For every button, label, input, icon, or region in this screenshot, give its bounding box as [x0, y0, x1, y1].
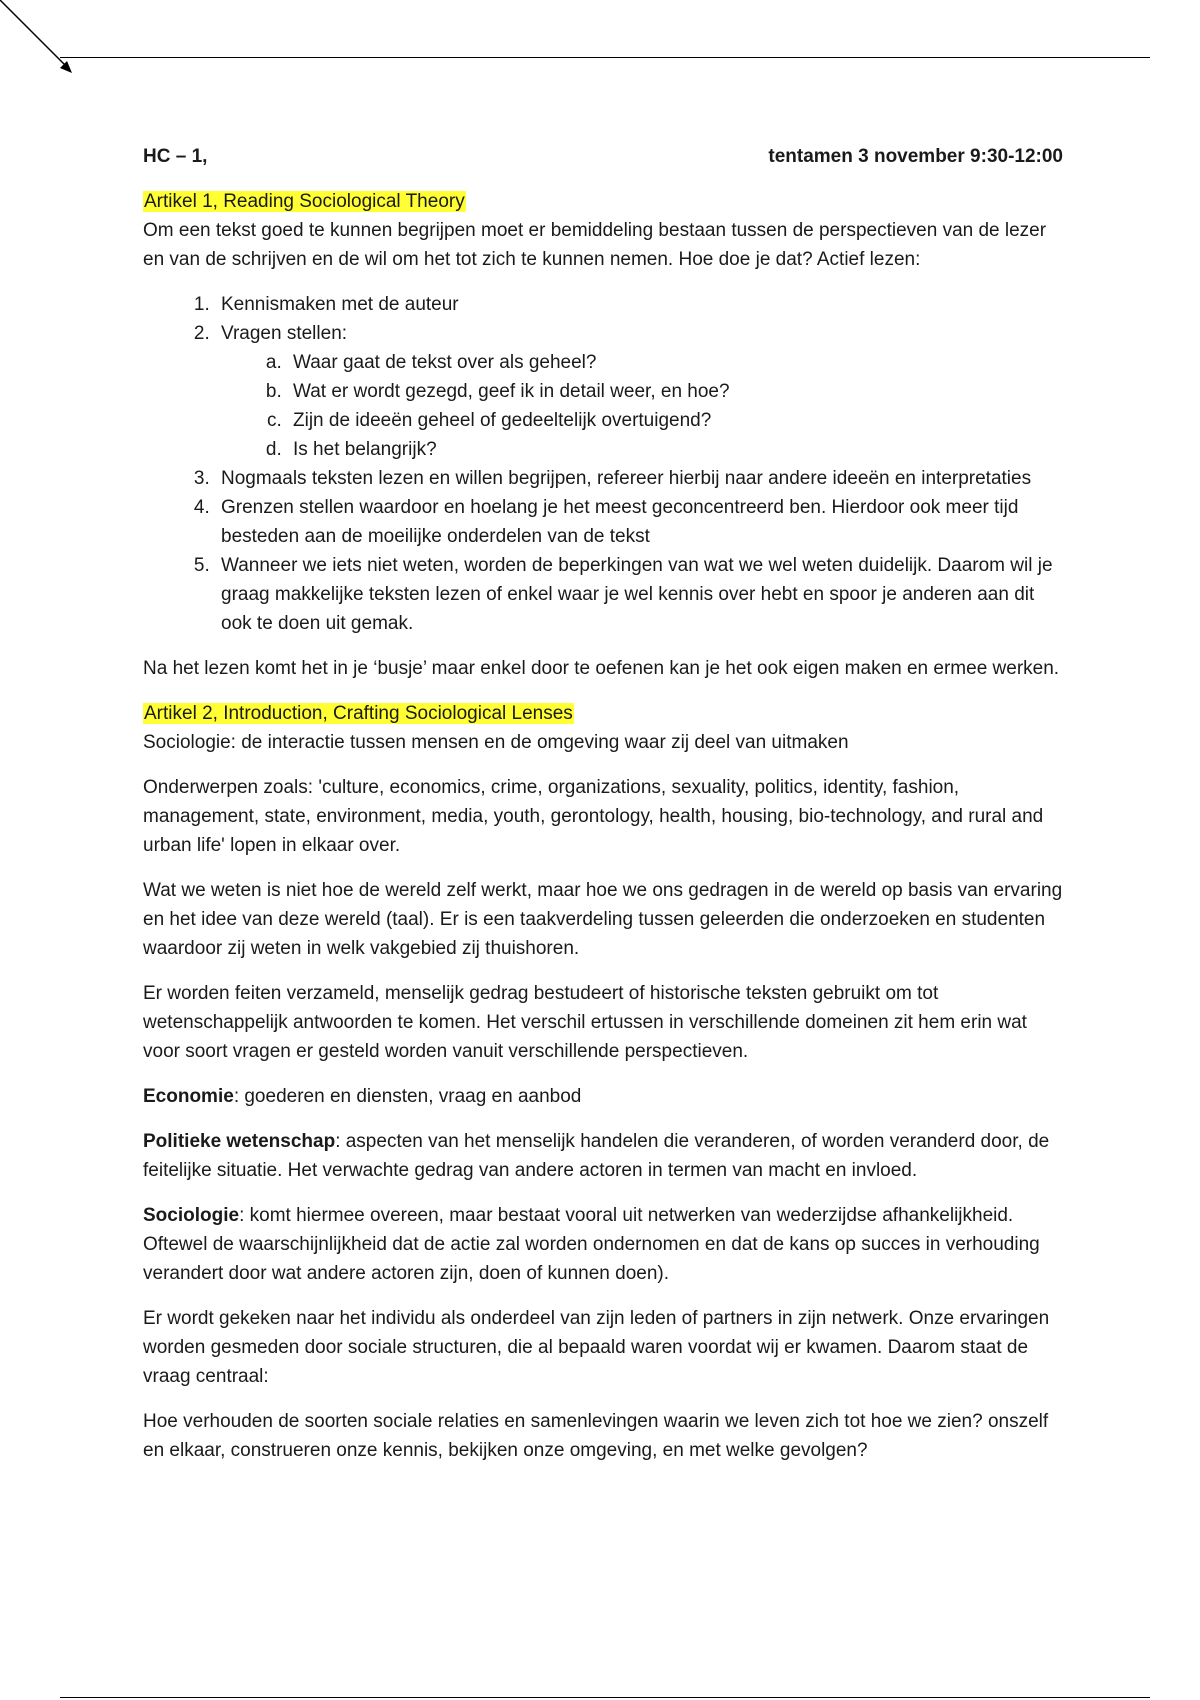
knowledge-paragraph: Wat we weten is niet hoe de wereld zelf werkt, maar hoe we ons gedragen in de wereld op basis van ervaring en het idee van deze wereld (taal). Er is een taakverdeling tussen geleerden die onderzoeken en studenten waardoor zij weten in welk vakgebied zij thuishoren. [143, 880, 1063, 959]
active-reading-list [143, 290, 1063, 638]
list-item: 5. Wanneer we iets niet weten, worden de beperkingen van wat we wel weten duidelijk. Daarom wil je graag makkelijke teksten lezen of enkel waar je wel kennis over hebt en spoor je anderen aan dit ook te doen uit gemak. [215, 551, 1063, 638]
central-question: Hoe verhouden de soorten sociale relaties en samenlevingen waarin we leven zich tot hoe we zien? onszelf en elkaar, construeren onze kennis, bekijken onze omgeving, en met welke gevolgen? [143, 1411, 1049, 1461]
exam-date: tentamen 3 november 9:30-12:00 [768, 146, 1063, 167]
sociology-paragraph: Sociologie: komt hiermee overeen, maar bestaat vooral uit netwerken van wederzijdse afhankelijkheid. Oftewel de waarschijnlijkheid dat de actie zal worden ondernomen en dat de kans op succes in verhouding verandert door wat andere actoren zijn, doen of kunnen doen). [143, 1205, 1040, 1284]
list-item: b. Wat er wordt gezegd, geef ik in detail weer, en hoe? [287, 377, 1063, 406]
document-page [143, 142, 1063, 1481]
list-item: 1. Kennismaken met de auteur [215, 290, 1063, 319]
lecture-label: HC – 1, [143, 146, 208, 167]
list-item: a. Waar gaat de tekst over als geheel? [287, 348, 1063, 377]
facts-paragraph: Er worden feiten verzameld, menselijk gedrag bestudeert of historische teksten gebruikt om tot wetenschappelijk antwoorden te komen. Het verschil ertussen in verschillende domeinen zit hem erin wat voor soort vragen er gesteld worden vanuit verschillende perspectieven. [143, 983, 1027, 1062]
article1-intro: Om een tekst goed te kunnen begrijpen moet er bemiddeling bestaan tussen de perspectieven van de lezer en van de schrijven en de wil om het tot zich te kunnen nemen. Hoe doe je dat? Actief lezen: [143, 220, 1047, 270]
article2-title: Artikel 2, Introduction, Crafting Sociological Lenses [144, 703, 573, 724]
economics-paragraph: Economie: goederen en diensten, vraag en aanbod [143, 1086, 582, 1107]
list-item: 3. Nogmaals teksten lezen en willen begrijpen, refereer hierbij naar andere ideeën en interpretaties [215, 464, 1063, 493]
corner-arrow-icon [0, 0, 90, 80]
top-rule [60, 57, 1150, 58]
individual-paragraph: Er wordt gekeken naar het individu als onderdeel van zijn leden of partners in zijn netwerk. Onze ervaringen worden gesmeden door sociale structuren, die al bepaald waren voordat wij er kwamen. Daarom staat de vraag centraal: [143, 1308, 1050, 1387]
political-science-paragraph: Politieke wetenschap: aspecten van het menselijk handelen die veranderen, of worden veranderd door, de feitelijke situatie. Het verwachte gedrag van andere actoren in termen van macht en invloed. [143, 1131, 1050, 1181]
article1-title: Artikel 1, Reading Sociological Theory [144, 191, 465, 212]
questions-list [221, 348, 1063, 464]
sociology-definition: Sociologie: de interactie tussen mensen en de omgeving waar zij deel van uitmaken [143, 732, 849, 753]
list-item: 2. Vragen stellen: a. Waar gaat de tekst over als geheel? b. Wat er wordt gezegd, geef ik in detail weer, en hoe? c. Zijn de ideeën geheel of gedeeltelijk overtuigend? d. Is het belangrijk? [215, 319, 1063, 464]
article1-closing: Na het lezen komt het in je ‘busje’ maar enkel door te oefenen kan je het ook eigen maken en ermee werken. [143, 658, 1060, 679]
topics-paragraph: Onderwerpen zoals: 'culture, economics, crime, organizations, sexuality, politics, identity, fashion, management, state, environment, media, youth, gerontology, health, housing, bio-technology, and rural and urban life' lopen in elkaar over. [143, 777, 1044, 856]
list-item: 4. Grenzen stellen waardoor en hoelang je het meest geconcentreerd ben. Hierdoor ook meer tijd besteden aan de moeilijke onderdelen van de tekst [215, 493, 1063, 551]
document-header [143, 142, 1063, 171]
list-item: c. Zijn de ideeën geheel of gedeeltelijk overtuigend? [287, 406, 1063, 435]
bottom-rule [60, 1697, 1150, 1698]
list-item: d. Is het belangrijk? [287, 435, 1063, 464]
